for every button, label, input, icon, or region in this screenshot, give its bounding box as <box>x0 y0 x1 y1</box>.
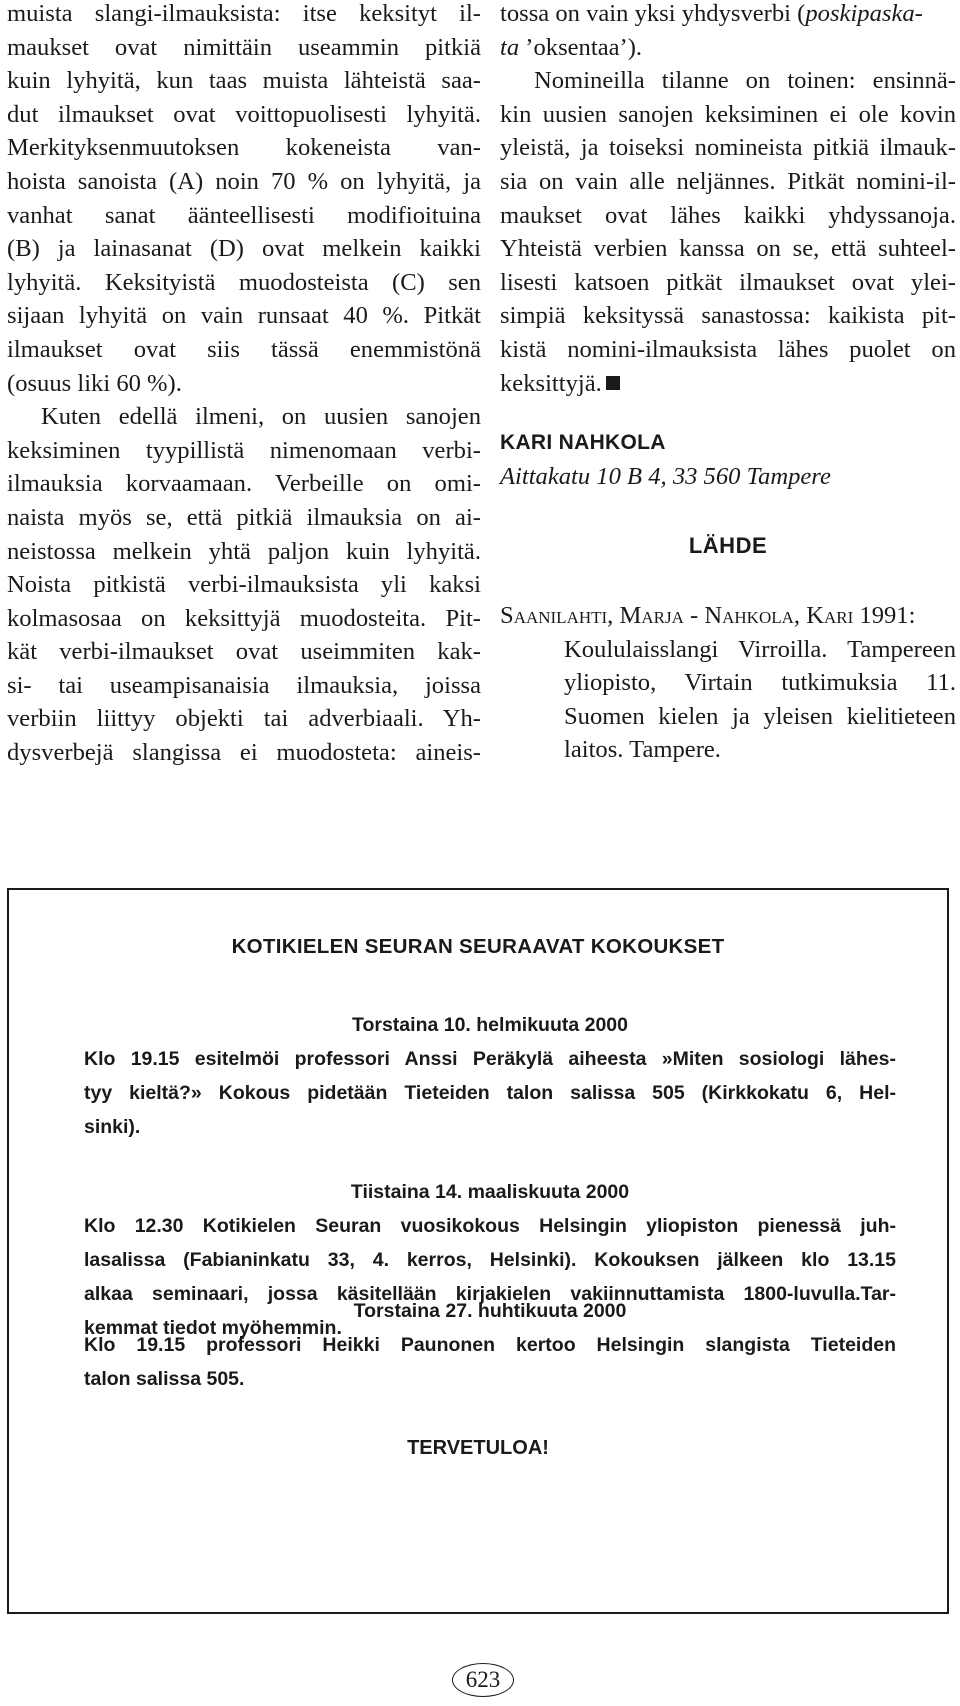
paragraph-2 <box>7 400 481 770</box>
reference-entry <box>500 599 956 767</box>
text-line: lasalissa (Fabianinkatu 33, 4. kerros, Helsinki). Kokouksen jälkeen klo 13.15 <box>84 1249 896 1271</box>
text-line: (B) ja lainasanat (D) ovat melkein kaikki <box>7 235 481 263</box>
text-line: lyhyitä. Keksityistä muodosteista (C) sen <box>7 268 481 296</box>
text-line: kuin lyhyitä, kun taas muista lähteistä saa- <box>7 67 481 95</box>
text-line: sia on vain alle neljännes. Pitkät nomini-il- <box>500 167 956 195</box>
text-line: Koululaisslangi Virroilla. Tampereen <box>564 635 956 663</box>
reference-authors <box>500 599 956 633</box>
text-line: kemmat tiedot myöhemmin. <box>84 1317 342 1339</box>
text-line: dysverbejä slangissa ei muodosteta: aineis- <box>7 739 481 767</box>
end-mark-icon <box>606 376 620 390</box>
text-line: yliopisto, Virtain tutkimuksia 11. <box>564 669 956 697</box>
text-line: kolmasosaa on keksittyjä muodosteita. Pit- <box>7 604 481 632</box>
text-span: 1991: <box>853 601 916 629</box>
text-span: aanilahti <box>513 601 608 629</box>
sources-heading: LÄHDE <box>688 533 768 559</box>
text-line: keksiminen tyypillistä nimenomaan verbi- <box>7 436 481 464</box>
text-span: , <box>607 601 620 629</box>
text-line: si- tai useampisanaisia ilmauksia, joissa <box>7 671 481 699</box>
text-line: kin uusien sanojen keksiminen ei ole kovin <box>500 100 956 128</box>
paragraph-3 <box>500 64 956 400</box>
text-line: simpiä keksityssä sanastossa: kaikista pit- <box>500 302 956 330</box>
text-span: , <box>793 601 807 629</box>
right-column <box>500 0 956 767</box>
text-line <box>500 0 956 31</box>
text-span: M <box>619 601 642 629</box>
text-line: talon salissa 505. <box>84 1368 245 1390</box>
text-line: Noista pitkistä verbi-ilmauksista yli kaksi <box>7 571 481 599</box>
text-line: neistossa melkein yhtä paljon kuin lyhyitä. <box>7 537 481 565</box>
author-name: KARI NAHKOLA <box>500 431 666 455</box>
italic-example: ta <box>500 33 520 61</box>
box-title: KOTIKIELEN SEURAN SEURAAVAT KOKOUKSET <box>231 935 725 958</box>
text-line: laitos. Tampere. <box>564 736 721 764</box>
text-span: keksittyjä. <box>500 369 602 397</box>
text-span: N <box>704 601 723 629</box>
text-line: Yhteistä verbien kanssa on se, että suhteel- <box>500 235 956 263</box>
text-span: arja <box>641 601 684 629</box>
left-column <box>7 0 481 770</box>
text-line: kistä nomini-ilmauksista lähes puolet on <box>500 335 956 363</box>
text-line: Klo 12.30 Kotikielen Seuran vuosikokous Helsingin yliopiston pienessä juh- <box>84 1215 896 1237</box>
meeting-date: Tiistaina 14. maaliskuuta 2000 <box>350 1181 630 1203</box>
text-line: sinki). <box>84 1116 141 1138</box>
text-span: ’oksentaa’). <box>519 33 643 61</box>
meetings-box <box>7 888 949 1614</box>
text-line: yleistä, ja toiseksi nomineista pitkiä ilmauk- <box>500 134 956 162</box>
text-line: Nomineilla tilanne on toinen: ensinnä- <box>534 67 956 95</box>
text-line: kät verbi-ilmaukset ovat useimmiten kak- <box>7 638 481 666</box>
meeting-date: Torstaina 27. huhtikuuta 2000 <box>353 1300 627 1322</box>
text-span: - <box>683 601 705 629</box>
text-line: (osuus liki 60 %). <box>7 369 182 397</box>
page-number: 623 <box>452 1663 514 1697</box>
author-address: Aittakatu 10 B 4, 33 560 Tampere <box>500 462 831 490</box>
paragraph-1 <box>7 0 481 400</box>
text-line: Klo 19.15 professori Heikki Paunonen kertoo Helsingin slangista Tieteiden <box>84 1334 896 1356</box>
welcome-text: TERVETULOA! <box>407 1437 549 1459</box>
text-line: sijaan lyhyitä on vain runsaat 40 %. Pitkät <box>7 302 481 330</box>
text-line: hoista sanoista (A) noin 70 % on lyhyitä, ja <box>7 167 481 195</box>
text-line: Klo 19.15 esitelmöi professori Anssi Peräkylä aiheesta »Miten sosiologi lähes- <box>84 1048 896 1070</box>
text-line: lisesti katsoen pitkät ilmaukset ovat ylei- <box>500 268 956 296</box>
text-line: tyy kieltä?» Kokous pidetään Tieteiden talon salissa 505 (Kirkkokatu 6, Hel- <box>84 1082 896 1104</box>
meeting-1 <box>84 1008 896 1144</box>
text-line: ilmauksia korvaamaan. Verbeille on omi- <box>7 470 481 498</box>
meeting-date: Torstaina 10. helmikuuta 2000 <box>352 1014 628 1036</box>
text-line: naista myös se, että pitkiä ilmauksia on ai- <box>7 503 481 531</box>
text-line: verbiin liittyy objekti tai adverbiaali. Yh- <box>7 705 481 733</box>
text-line <box>500 367 956 401</box>
text-line: maukset ovat lähes kaikki yhdyssanoja. <box>500 201 956 229</box>
text-line: Suomen kielen ja yleisen kielitieteen <box>564 702 956 730</box>
text-span: S <box>500 601 514 629</box>
text-line: maukset ovat nimittäin useammin pitkiä <box>7 33 481 61</box>
text-line: alkaa seminaari, jossa käsitellään kirjakielen vakiinnuttamista 1800-luvulla.Tar- <box>84 1283 896 1305</box>
text-line: vanhat sanat äänteellisesti modifioituina <box>7 201 481 229</box>
text-line: ilmaukset ovat siis tässä enemmistönä <box>7 335 481 363</box>
text-span: ahkola <box>722 601 794 629</box>
text-line: dut ilmaukset ovat voittopuolisesti lyhyitä. <box>7 100 481 128</box>
paragraph-carry <box>500 0 956 64</box>
text-line: Kuten edellä ilmeni, on uusien sanojen <box>41 403 481 431</box>
text-line <box>500 31 956 65</box>
text-span: tossa on vain yksi yhdysverbi ( <box>500 0 806 27</box>
italic-example: poskipaska- <box>805 0 923 27</box>
text-line: Merkityksenmuutoksen kokeneista van- <box>7 134 481 162</box>
text-span: K <box>806 601 824 629</box>
text-span: ari <box>823 601 854 629</box>
text-line: muista slangi-ilmauksista: itse keksityt il- <box>7 0 481 27</box>
meeting-3 <box>84 1294 896 1396</box>
